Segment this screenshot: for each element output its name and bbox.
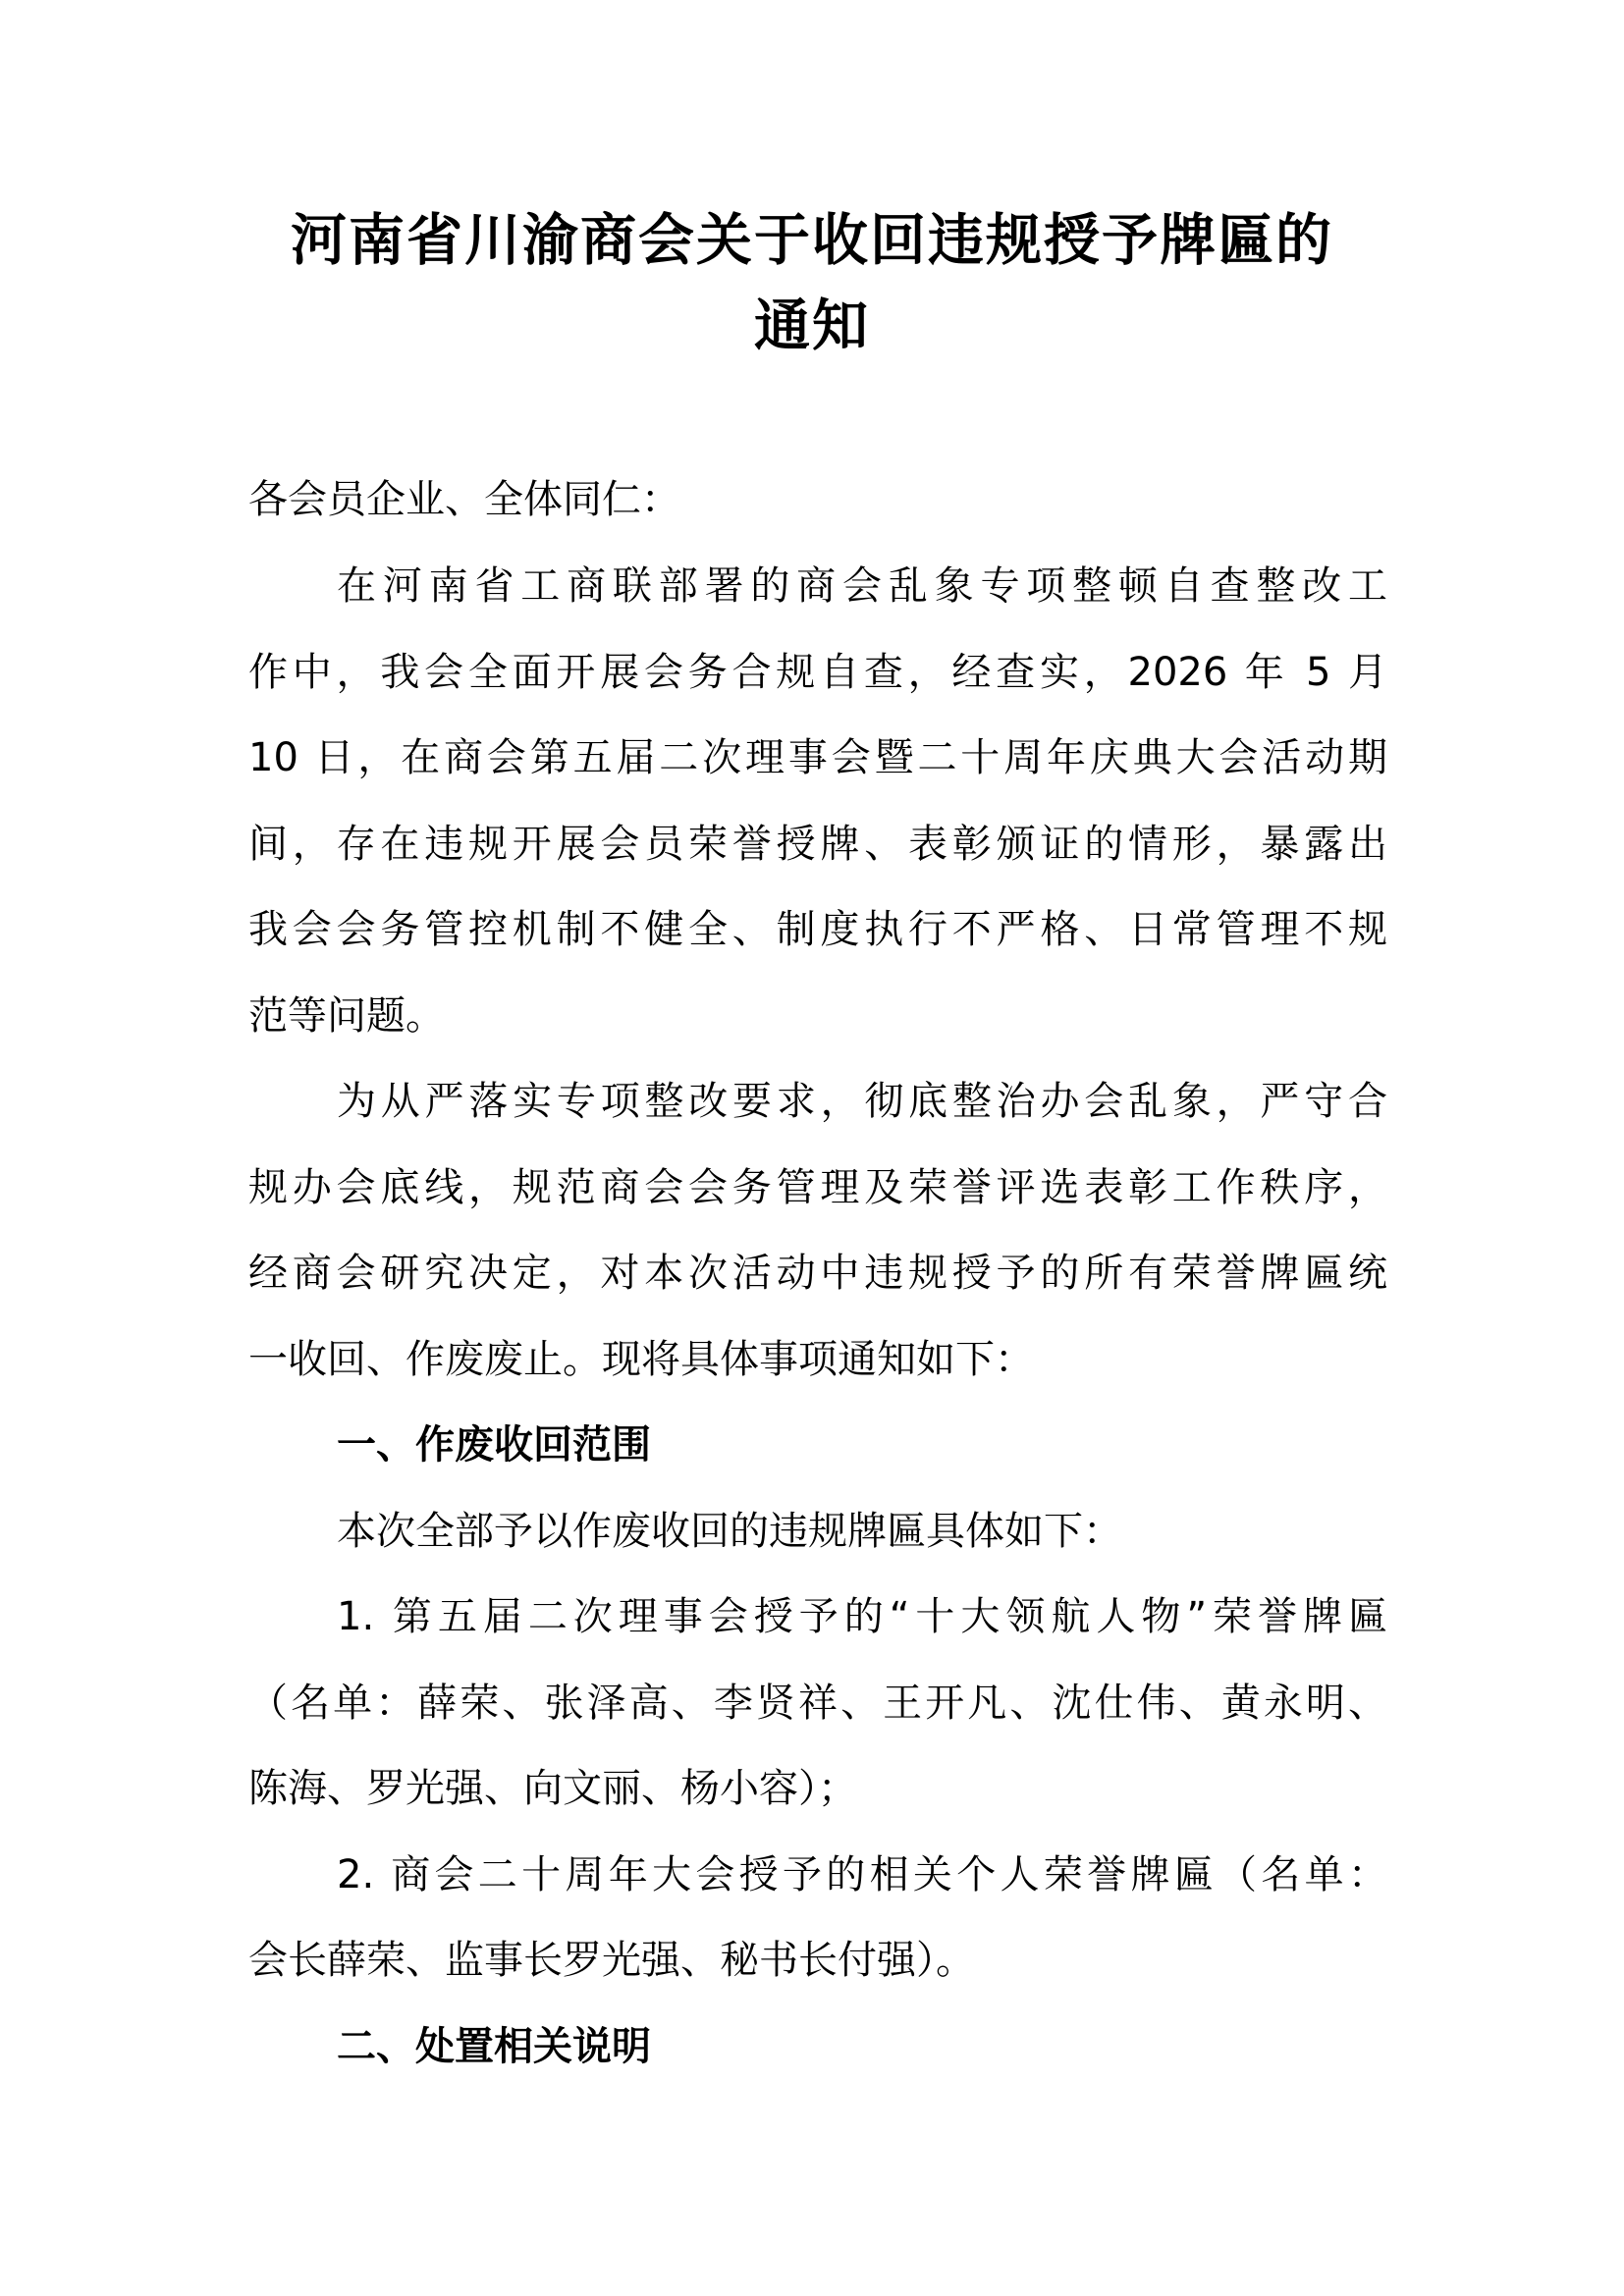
document-title-line-1: 河南省川渝商会关于收回违规授予牌匾的 [291, 207, 1333, 273]
document-title-line-2: 通知 [754, 293, 870, 358]
list-item-1-line: （名单：薛荣、张泽高、李贤祥、王开凡、沈仕伟、黄永明、 [248, 1681, 1387, 1726]
list-item-2-line: 2. 商会二十周年大会授予的相关个人荣誉牌匾（名单： [337, 1852, 1387, 1897]
list-item-1-line: 1. 第五届二次理事会授予的“十大领航人物”荣誉牌匾 [337, 1594, 1387, 1639]
paragraph-2-line: 为从严落实专项整改要求，彻底整治办会乱象，严守合 [337, 1079, 1387, 1124]
section-1-heading: 一、作废收回范围 [337, 1422, 651, 1468]
paragraph-1-line: 10 日，在商会第五届二次理事会暨二十周年庆典大会活动期 [248, 735, 1387, 780]
paragraph-1-line: 我会会务管控机制不健全、制度执行不严格、日常管理不规 [248, 907, 1387, 952]
paragraph-1-line: 间，存在违规开展会员荣誉授牌、表彰颁证的情形，暴露出 [248, 822, 1387, 867]
list-item-1-line: 陈海、罗光强、向文丽、杨小容）； [248, 1766, 857, 1811]
section-1-intro: 本次全部予以作废收回的违规牌匾具体如下： [337, 1509, 1122, 1554]
paragraph-2-line: 规办会底线，规范商会会务管理及荣誉评选表彰工作秩序， [248, 1165, 1387, 1210]
paragraph-1-line: 在河南省工商联部署的商会乱象专项整顿自查整改工 [337, 563, 1387, 609]
paragraph-1-line: 范等问题。 [248, 993, 445, 1039]
paragraph-1-line: 作中，我会全面开展会务合规自查，经查实，2026 年 5 月 [248, 650, 1387, 695]
paragraph-2-line: 一收回、作废废止。现将具体事项通知如下： [248, 1337, 1034, 1382]
section-2-heading: 二、处置相关说明 [337, 2024, 651, 2069]
paragraph-2-line: 经商会研究决定，对本次活动中违规授予的所有荣誉牌匾统 [248, 1251, 1387, 1296]
salutation: 各会员企业、全体同仁： [248, 477, 680, 522]
list-item-2-line: 会长薛荣、监事长罗光强、秘书长付强）。 [248, 1938, 975, 1983]
